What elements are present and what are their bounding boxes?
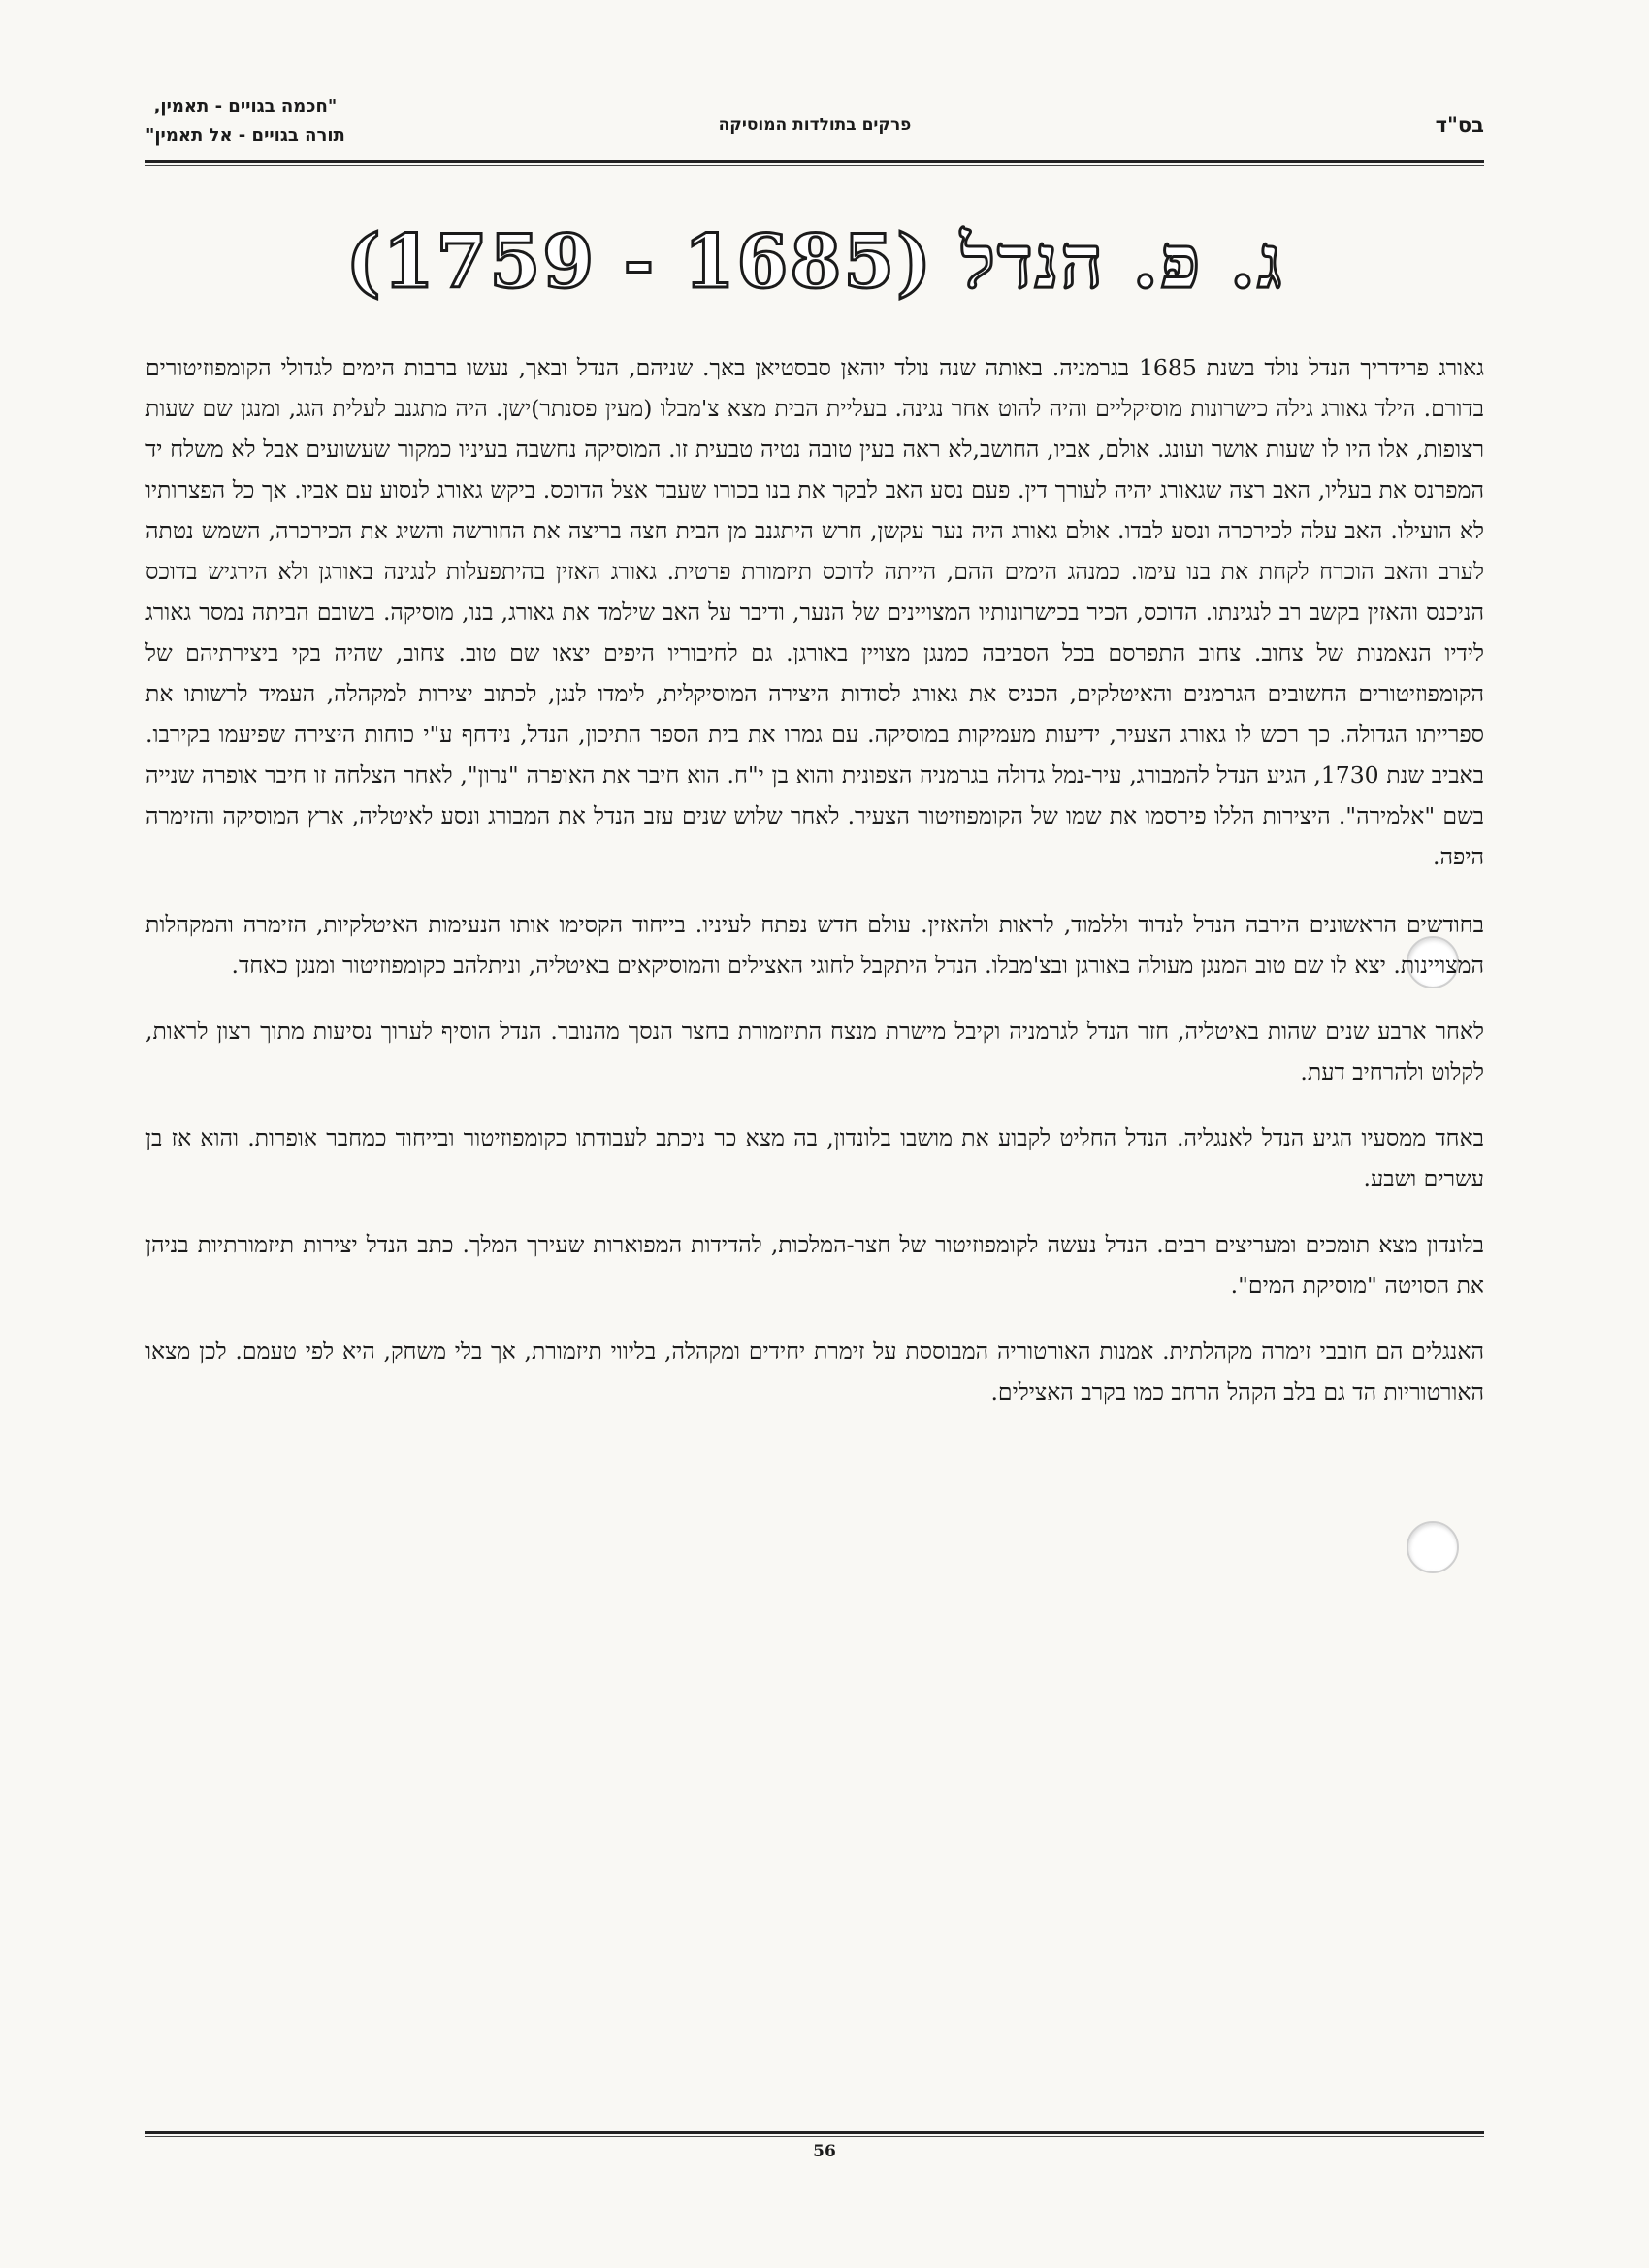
header-quote-line-1: "חכמה בגויים - תאמין,	[153, 96, 338, 116]
page-number: 56	[813, 2142, 836, 2161]
paragraph-1: גאורג פרידריך הנדל נולד בשנת 1685 בגרמניה. באותה שנה נולד יוהאן סבסטיאן באך. שניהם, הנדל ובאך, נעשו ברבות הימים לגדולי הקומפוזיטורים בדורם. הילד גאורג גילה כישרונות מוסיקליים והיה להוט אחר נגינה. בעליית הבית מצא צ'מבלו (מעין פסנתר)ישן. היה מתגנב לעלית הגג, ומנגן שם שעות רצופות, אלו היו לו שעות אושר ועונג. אולם, אביו, החושב,לא ראה בעין טובה נטיה טבעית זו. המוסיקה נחשבה בעיניו כמקור שעשועים אבל לא משלח יד המפרנס את בעליו, האב רצה שגאורג יהיה לעורך דין. פעם נסע האב לבקר את בנו בכורו שעבד אצל הדוכס. ביקש גאורג לנסוע עם אביו. אך כל הפצרותיו לא הועילו. האב עלה לכירכרה ונסע לבדו. אולם גאורג היה נער עקשן, חרש היתגנב מן הבית חצה בריצה את החורשה והשיג את הכירכרה, השמש נטתה לערב והאב הוכרח לקחת את בנו עימו. כמנהג הימים ההם, הייתה לדוכס תיזמורת פרטית. גאורג האזין בהיתפעלות לנגינה באורגן ולא הירגיש בדוכס הניכנס והאזין בקשב רב לנגינתו. הדוכס, הכיר בכישרונותיו המצויינים של הנער, ודיבר על האב שילמד את גאורג, בנו, מוסיקה. בשובם הביתה נמסר גאורג לידיו הנאמנות של צחוב. צחוב התפרסם בכל הסביבה כמנגן מצויין באורגן. גם לחיבוריו היפים יצאו שם טוב. צחוב, שהיה בקי ביצירתיהם של הקומפוזיטורים החשובים הגרמנים והאיטלקים, הכניס את גאורג לסודות היצירה המוסיקלית, לימדו לנגן, לכתוב יצירות למקהלה, העמיד לרשותו את ספרייתו הגדולה. כך רכש לו גאורג הצעיר, ידיעות מעמיקות במוסיקה. עם גמרו את בית הספר התיכון, הנדל, נידחף ע"י כוחות היצירה שפיעמו בקירבו. באביב שנת 1730, הגיע הנדל להמבורג, עיר-נמל גדולה בגרמניה הצפונית והוא בן י"ח. הוא חיבר את האופרה "נרון", לאחר הצלחה זו חיבר אופרה שנייה בשם "אלמירה". היצירות הללו פירסמו את שמו של הקומפוזיטור הצעיר. לאחר שלוש שנים עזב הנדל את המבורג ונסע לאיטליה, ארץ המוסיקה והזימרה היפה.	[146, 354, 1484, 870]
header-quote	[146, 92, 345, 150]
header-book-title: פרקים בתולדות המוסיקה	[718, 115, 912, 135]
chapter-title: ג. פ. הנדל (1685 - 1759)	[345, 218, 1284, 305]
header-quote-line-2: תורה בגויים - אל תאמין"	[146, 125, 345, 146]
header-besiyata: בס"ד	[1435, 113, 1484, 137]
paragraph-3: לאחר ארבע שנים שהות באיטליה, חזר הנדל לגרמניה וקיבל מישרת מנצח התיזמורת בחצר הנסך מהנובר. הנדל הוסיף לערוך נסיעות מתוך רצון לראות, לקלוט ולהרחיב דעת.	[146, 1018, 1484, 1085]
paragraph-6: האנגלים הם חובבי זימרה מקהלתית. אמנות האורטוריה המבוססת על זימרת יחידים ומקהלה, בליווי תיזמורת, אך בלי משחק, היא לפי טעמם. לכן מצאו האורטוריות הד גם בלב הקהל הרחב כמו בקרב האצילים.	[146, 1338, 1484, 1406]
footer-divider	[146, 2131, 1484, 2137]
paragraph-2: בחודשים הראשונים הירבה הנדל לנדוד וללמוד, לראות ולהאזין. עולם חדש נפתח לעיניו. בייחוד הקסימו אותו הנעימות האיטלקיות, הזימרה והמקהלות המצויינות. יצא לו שם טוב המנגן מעולה באורגן ובצ'מבלו. הנדל היתקבל לחוגי האצילים והמוסיקאים באיטליה, וניתלהב כקומפוזיטור ומנגן כאחד.	[146, 911, 1484, 979]
article-body	[146, 347, 1484, 1438]
page-header	[146, 96, 1484, 158]
paragraph-4: באחד ממסעיו הגיע הנדל לאנגליה. הנדל החליט לקבוע את מושבו בלונדון, בה מצא כר ניכתב לעבודתו כקומפוזיטור ובייחוד כמחבר אופרות. והוא אז בן עשרים ושבע.	[146, 1124, 1484, 1192]
paragraph-5: בלונדון מצא תומכים ומעריצים רבים. הנדל נעשה לקומפוזיטור של חצר-המלכות, להדידות המפוארות שעירך המלך. כתב הנדל יצירות תיזמורתיות בניהן את הסויטה "מוסיקת המים".	[146, 1231, 1484, 1299]
header-divider	[146, 160, 1484, 166]
binder-hole-lower	[1406, 1521, 1459, 1573]
